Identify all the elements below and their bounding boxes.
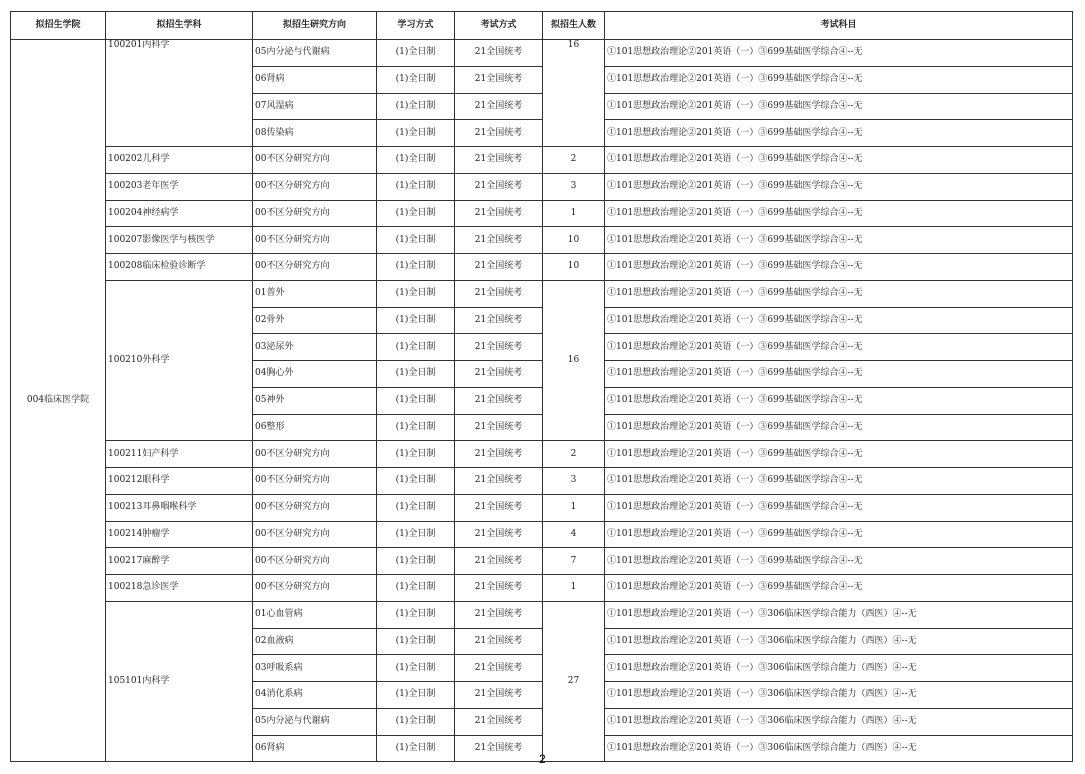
subject-cell: 100218急诊医学	[106, 575, 253, 602]
study-mode-cell: (1)全日制	[377, 414, 455, 441]
direction-cell: 06整形	[253, 414, 377, 441]
exam-subjects-cell: ①101思想政治理论②201英语（一）③699基础医学综合④--无	[605, 575, 1073, 602]
exam-subjects-cell: ①101思想政治理论②201英语（一）③699基础医学综合④--无	[605, 468, 1073, 495]
study-mode-cell: (1)全日制	[377, 441, 455, 468]
exam-mode-cell: 21全国统考	[455, 414, 543, 441]
exam-subjects-cell: ①101思想政治理论②201英语（一）③699基础医学综合④--无	[605, 254, 1073, 281]
header-exam-mode: 考试方式	[455, 12, 543, 40]
exam-subjects-cell: ①101思想政治理论②201英语（一）③699基础医学综合④--无	[605, 200, 1073, 227]
exam-subjects-cell: ①101思想政治理论②201英语（一）③699基础医学综合④--无	[605, 494, 1073, 521]
exam-subjects-cell: ①101思想政治理论②201英语（一）③699基础医学综合④--无	[605, 227, 1073, 254]
study-mode-cell: (1)全日制	[377, 227, 455, 254]
quota-cell: 1	[543, 575, 605, 602]
direction-cell: 00不区分研究方向	[253, 173, 377, 200]
exam-subjects-cell: ①101思想政治理论②201英语（一）③306临床医学综合能力（西医）④--无	[605, 655, 1073, 682]
table-row	[11, 575, 1073, 602]
subject-cell: 105101内科学	[106, 601, 253, 762]
table-row	[11, 280, 1073, 307]
exam-subjects-cell: ①101思想政治理论②201英语（一）③699基础医学综合④--无	[605, 173, 1073, 200]
exam-mode-cell: 21全国统考	[455, 468, 543, 495]
quota-cell: 16	[543, 280, 605, 441]
table-row	[11, 200, 1073, 227]
subject-cell: 100214肿瘤学	[106, 521, 253, 548]
exam-mode-cell: 21全国统考	[455, 655, 543, 682]
exam-subjects-cell: ①101思想政治理论②201英语（一）③699基础医学综合④--无	[605, 120, 1073, 147]
direction-cell: 03呼吸系病	[253, 655, 377, 682]
subject-cell: 100202儿科学	[106, 147, 253, 174]
exam-subjects-cell: ①101思想政治理论②201英语（一）③699基础医学综合④--无	[605, 361, 1073, 388]
exam-mode-cell: 21全国统考	[455, 200, 543, 227]
direction-cell: 05内分泌与代谢病	[253, 708, 377, 735]
exam-mode-cell: 21全国统考	[455, 708, 543, 735]
exam-subjects-cell: ①101思想政治理论②201英语（一）③699基础医学综合④--无	[605, 66, 1073, 93]
study-mode-cell: (1)全日制	[377, 147, 455, 174]
exam-mode-cell: 21全国统考	[455, 227, 543, 254]
exam-mode-cell: 21全国统考	[455, 361, 543, 388]
table-header-row	[11, 12, 1073, 40]
direction-cell: 07风湿病	[253, 93, 377, 120]
study-mode-cell: (1)全日制	[377, 575, 455, 602]
exam-mode-cell: 21全国统考	[455, 120, 543, 147]
study-mode-cell: (1)全日制	[377, 387, 455, 414]
quota-cell: 27	[543, 601, 605, 762]
exam-subjects-cell: ①101思想政治理论②201英语（一）③699基础医学综合④--无	[605, 307, 1073, 334]
header-direction: 拟招生研究方向	[253, 12, 377, 40]
header-college: 拟招生学院	[11, 12, 106, 40]
direction-cell: 00不区分研究方向	[253, 575, 377, 602]
direction-cell: 04胸心外	[253, 361, 377, 388]
exam-subjects-cell: ①101思想政治理论②201英语（一）③699基础医学综合④--无	[605, 334, 1073, 361]
study-mode-cell: (1)全日制	[377, 601, 455, 628]
direction-cell: 00不区分研究方向	[253, 494, 377, 521]
exam-subjects-cell: ①101思想政治理论②201英语（一）③306临床医学综合能力（西医）④--无	[605, 628, 1073, 655]
direction-cell: 00不区分研究方向	[253, 441, 377, 468]
subject-cell: 100217麻醉学	[106, 548, 253, 575]
direction-cell: 04消化系病	[253, 682, 377, 709]
header-exam-subjects: 考试科目	[605, 12, 1073, 40]
exam-subjects-cell: ①101思想政治理论②201英语（一）③699基础医学综合④--无	[605, 40, 1073, 67]
subject-cell: 100203老年医学	[106, 173, 253, 200]
quota-cell: 1	[543, 200, 605, 227]
exam-subjects-cell: ①101思想政治理论②201英语（一）③306临床医学综合能力（西医）④--无	[605, 601, 1073, 628]
exam-mode-cell: 21全国统考	[455, 93, 543, 120]
exam-subjects-cell: ①101思想政治理论②201英语（一）③699基础医学综合④--无	[605, 387, 1073, 414]
quota-cell: 1	[543, 494, 605, 521]
quota-cell: 16	[543, 40, 605, 147]
study-mode-cell: (1)全日制	[377, 307, 455, 334]
exam-subjects-cell: ①101思想政治理论②201英语（一）③699基础医学综合④--无	[605, 93, 1073, 120]
study-mode-cell: (1)全日制	[377, 548, 455, 575]
direction-cell: 02骨外	[253, 307, 377, 334]
direction-cell: 00不区分研究方向	[253, 521, 377, 548]
exam-mode-cell: 21全国统考	[455, 628, 543, 655]
subject-cell: 100208临床检验诊断学	[106, 254, 253, 281]
exam-subjects-cell: ①101思想政治理论②201英语（一）③699基础医学综合④--无	[605, 441, 1073, 468]
header-quota: 拟招生人数	[543, 12, 605, 40]
subject-cell: 100201内科学	[106, 40, 253, 147]
exam-mode-cell: 21全国统考	[455, 147, 543, 174]
study-mode-cell: (1)全日制	[377, 254, 455, 281]
exam-mode-cell: 21全国统考	[455, 40, 543, 67]
quota-cell: 3	[543, 468, 605, 495]
exam-mode-cell: 21全国统考	[455, 307, 543, 334]
subject-cell: 100207影像医学与核医学	[106, 227, 253, 254]
table-row	[11, 468, 1073, 495]
study-mode-cell: (1)全日制	[377, 173, 455, 200]
quota-cell: 3	[543, 173, 605, 200]
direction-cell: 01心血管病	[253, 601, 377, 628]
exam-mode-cell: 21全国统考	[455, 334, 543, 361]
direction-cell: 00不区分研究方向	[253, 254, 377, 281]
quota-cell: 7	[543, 548, 605, 575]
table-row	[11, 494, 1073, 521]
direction-cell: 02血液病	[253, 628, 377, 655]
study-mode-cell: (1)全日制	[377, 682, 455, 709]
college-cell: 004临床医学院	[11, 40, 106, 762]
direction-cell: 00不区分研究方向	[253, 468, 377, 495]
study-mode-cell: (1)全日制	[377, 40, 455, 67]
exam-mode-cell: 21全国统考	[455, 548, 543, 575]
study-mode-cell: (1)全日制	[377, 66, 455, 93]
quota-cell: 2	[543, 441, 605, 468]
direction-cell: 00不区分研究方向	[253, 548, 377, 575]
direction-cell: 01普外	[253, 280, 377, 307]
exam-mode-cell: 21全国统考	[455, 575, 543, 602]
subject-cell: 100204神经病学	[106, 200, 253, 227]
exam-mode-cell: 21全国统考	[455, 280, 543, 307]
exam-mode-cell: 21全国统考	[455, 441, 543, 468]
exam-mode-cell: 21全国统考	[455, 254, 543, 281]
exam-subjects-cell: ①101思想政治理论②201英语（一）③306临床医学综合能力（西医）④--无	[605, 735, 1073, 762]
direction-cell: 03泌尿外	[253, 334, 377, 361]
quota-cell: 2	[543, 147, 605, 174]
table-row	[11, 441, 1073, 468]
exam-mode-cell: 21全国统考	[455, 66, 543, 93]
admissions-table	[10, 11, 1073, 762]
study-mode-cell: (1)全日制	[377, 361, 455, 388]
quota-cell: 10	[543, 254, 605, 281]
exam-subjects-cell: ①101思想政治理论②201英语（一）③306临床医学综合能力（西医）④--无	[605, 682, 1073, 709]
exam-subjects-cell: ①101思想政治理论②201英语（一）③699基础医学综合④--无	[605, 548, 1073, 575]
study-mode-cell: (1)全日制	[377, 708, 455, 735]
exam-subjects-cell: ①101思想政治理论②201英语（一）③699基础医学综合④--无	[605, 280, 1073, 307]
table-row	[11, 548, 1073, 575]
exam-mode-cell: 21全国统考	[455, 735, 543, 762]
exam-subjects-cell: ①101思想政治理论②201英语（一）③306临床医学综合能力（西医）④--无	[605, 708, 1073, 735]
study-mode-cell: (1)全日制	[377, 494, 455, 521]
exam-subjects-cell: ①101思想政治理论②201英语（一）③699基础医学综合④--无	[605, 414, 1073, 441]
table-row	[11, 147, 1073, 174]
table-row	[11, 521, 1073, 548]
study-mode-cell: (1)全日制	[377, 280, 455, 307]
study-mode-cell: (1)全日制	[377, 334, 455, 361]
study-mode-cell: (1)全日制	[377, 735, 455, 762]
exam-mode-cell: 21全国统考	[455, 173, 543, 200]
table-row	[11, 173, 1073, 200]
exam-mode-cell: 21全国统考	[455, 682, 543, 709]
study-mode-cell: (1)全日制	[377, 93, 455, 120]
subject-cell: 100212眼科学	[106, 468, 253, 495]
study-mode-cell: (1)全日制	[377, 120, 455, 147]
direction-cell: 00不区分研究方向	[253, 147, 377, 174]
quota-cell: 4	[543, 521, 605, 548]
table-row	[11, 254, 1073, 281]
table-row	[11, 601, 1073, 628]
page-number: 2	[539, 752, 546, 766]
header-study-mode: 学习方式	[377, 12, 455, 40]
subject-cell: 100213耳鼻咽喉科学	[106, 494, 253, 521]
exam-subjects-cell: ①101思想政治理论②201英语（一）③699基础医学综合④--无	[605, 521, 1073, 548]
exam-mode-cell: 21全国统考	[455, 521, 543, 548]
exam-subjects-cell: ①101思想政治理论②201英语（一）③699基础医学综合④--无	[605, 147, 1073, 174]
direction-cell: 06肾病	[253, 66, 377, 93]
study-mode-cell: (1)全日制	[377, 521, 455, 548]
direction-cell: 00不区分研究方向	[253, 227, 377, 254]
table-row	[11, 227, 1073, 254]
study-mode-cell: (1)全日制	[377, 200, 455, 227]
subject-cell: 100210外科学	[106, 280, 253, 441]
header-subject: 拟招生学科	[106, 12, 253, 40]
direction-cell: 00不区分研究方向	[253, 200, 377, 227]
study-mode-cell: (1)全日制	[377, 468, 455, 495]
study-mode-cell: (1)全日制	[377, 628, 455, 655]
table-row	[11, 40, 1073, 67]
direction-cell: 05内分泌与代谢病	[253, 40, 377, 67]
quota-cell: 10	[543, 227, 605, 254]
study-mode-cell: (1)全日制	[377, 655, 455, 682]
table-body	[11, 40, 1073, 762]
direction-cell: 06肾病	[253, 735, 377, 762]
direction-cell: 05神外	[253, 387, 377, 414]
subject-cell: 100211妇产科学	[106, 441, 253, 468]
exam-mode-cell: 21全国统考	[455, 387, 543, 414]
direction-cell: 08传染病	[253, 120, 377, 147]
exam-mode-cell: 21全国统考	[455, 601, 543, 628]
exam-mode-cell: 21全国统考	[455, 494, 543, 521]
